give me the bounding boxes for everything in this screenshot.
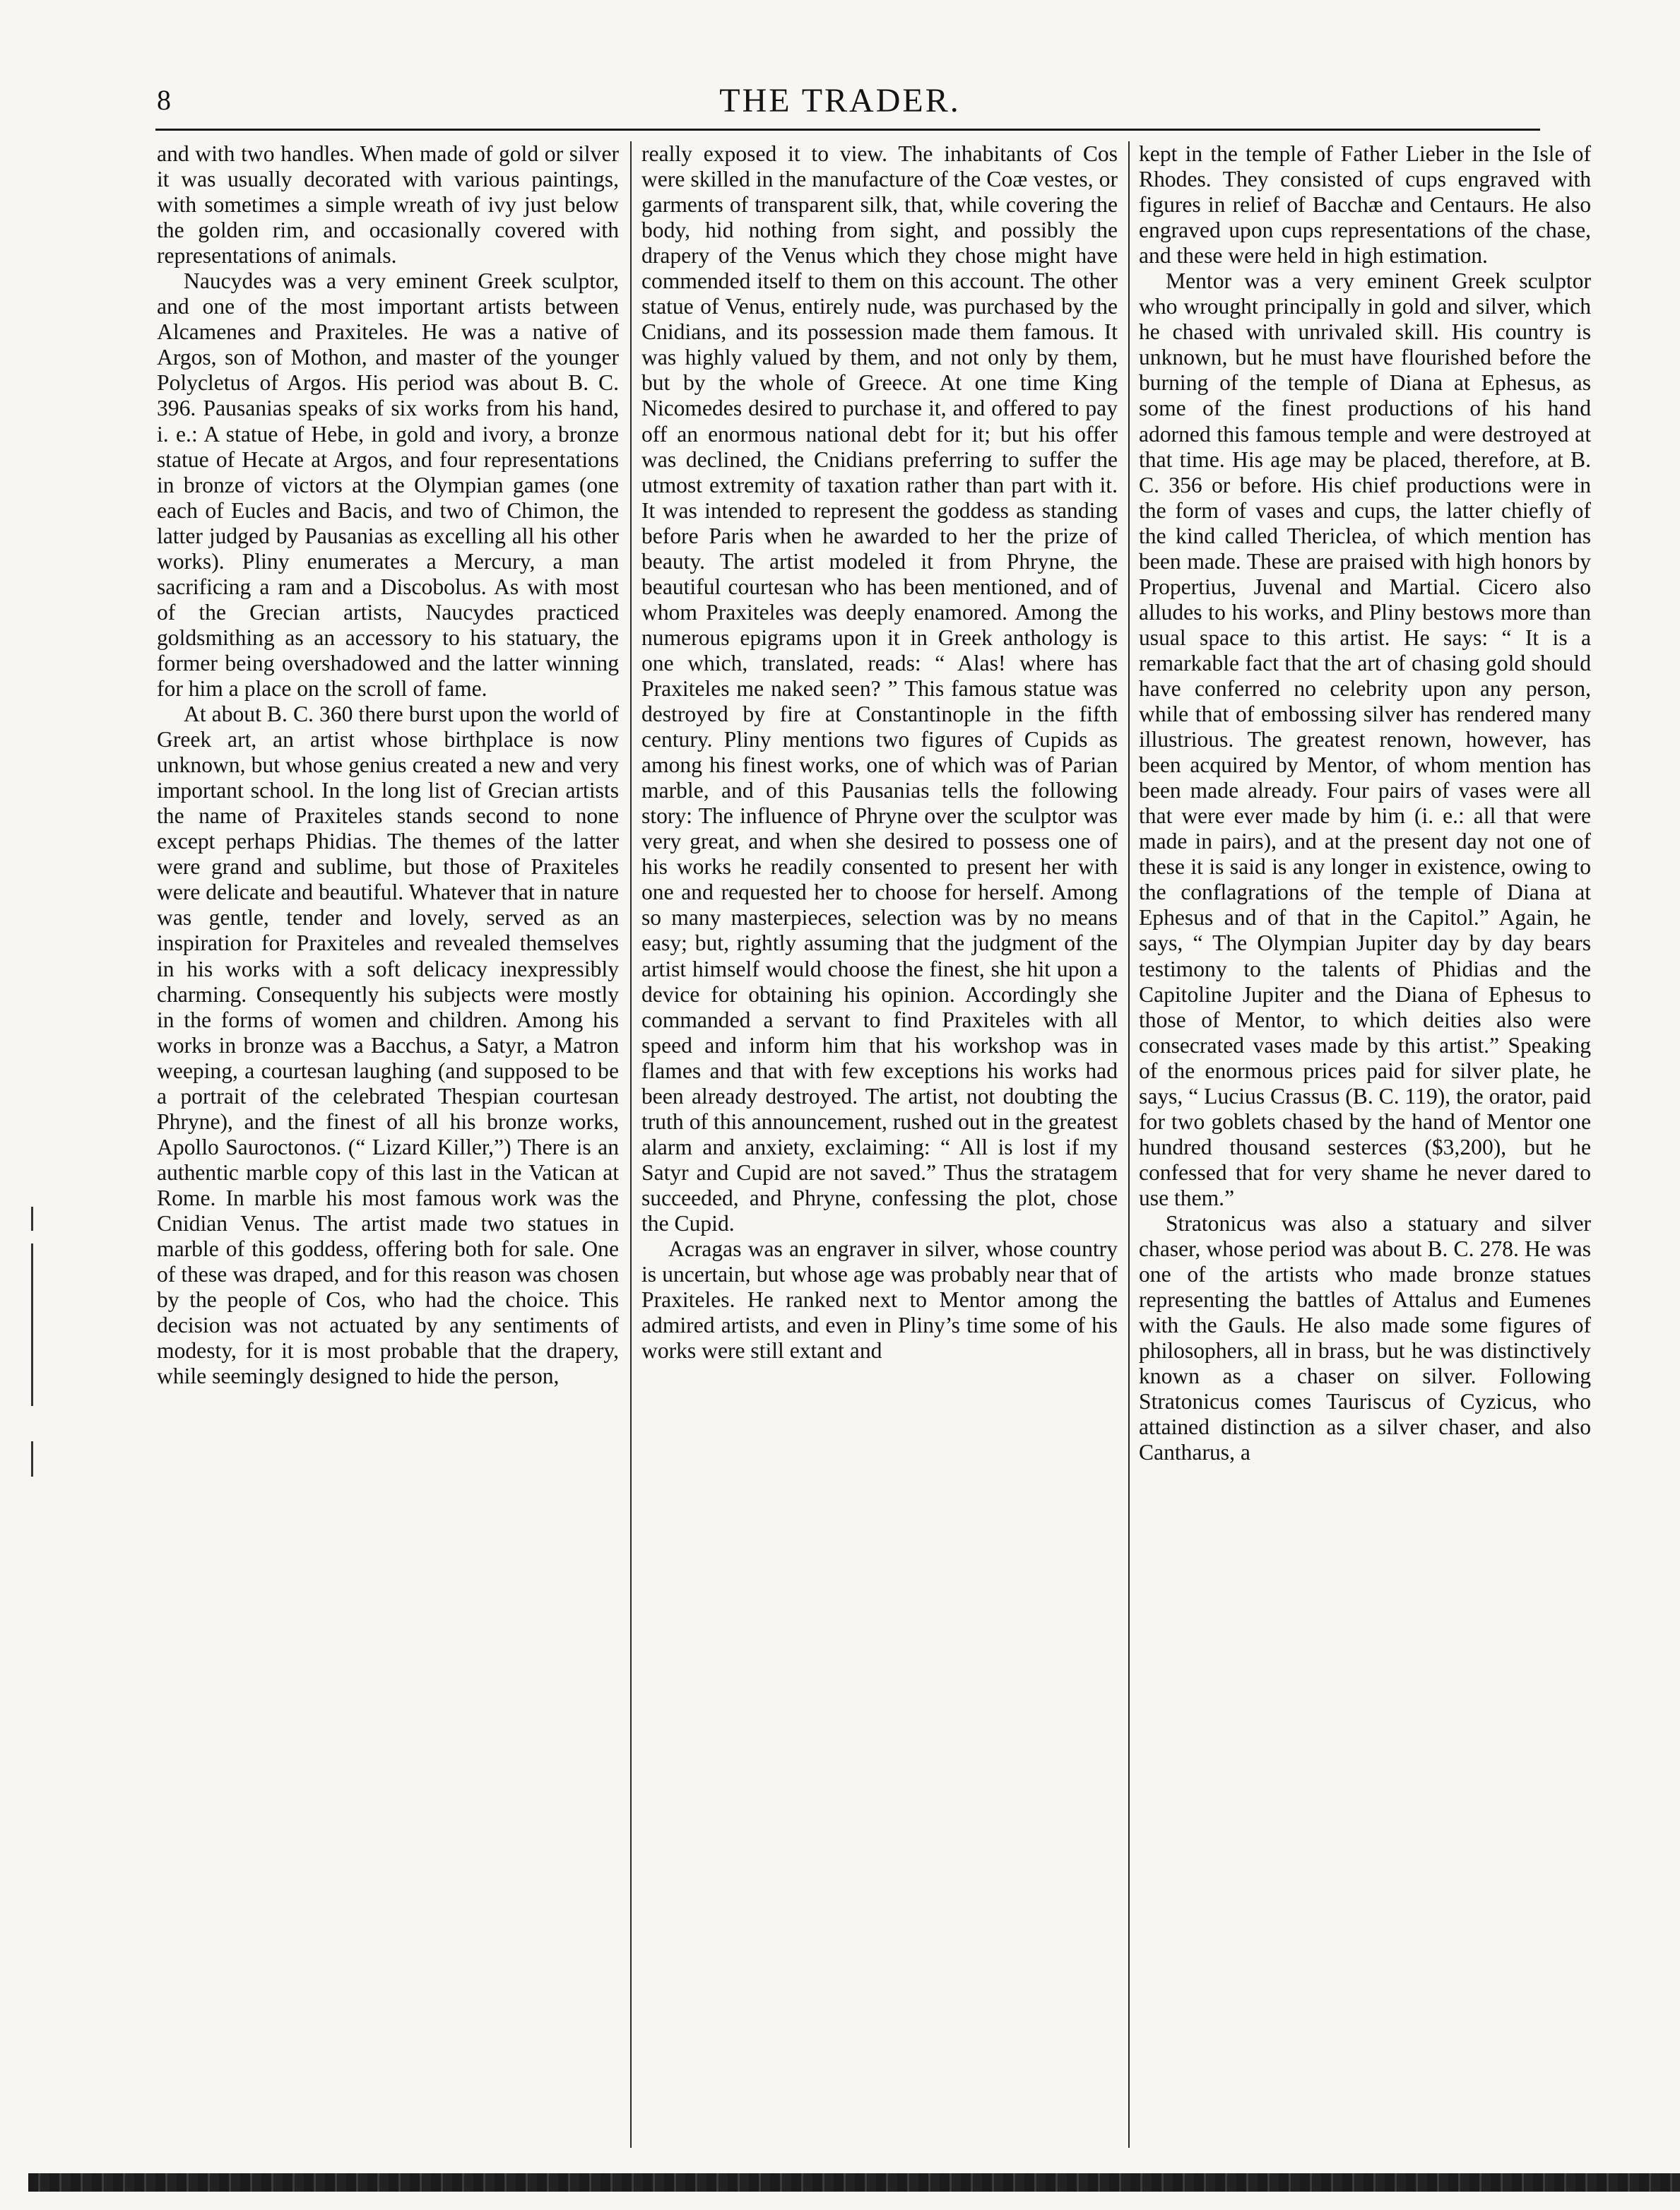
bottom-border-bar bbox=[28, 2173, 1680, 2192]
paragraph: At about B. C. 360 there burst upon the world of Greek art, an artist whose birthplace is now unknown, but whose genius created a new and very important school. In the long list of Grecian artists the name of Praxiteles stands second to none except perhaps Phidias. The themes of the latter were grand and sublime, but those of Praxiteles were delicate and beautiful. Whatever that in nature was gentle, tender and lovely, served as an inspiration for Praxiteles and revealed themselves in his works with a soft delicacy inexpressibly charming. Consequently his subjects were mostly in the forms of women and children. Among his works in bronze was a Bacchus, a Satyr, a Matron weeping, a courtesan laughing (and supposed to be a portrait of the celebrated Thespian courtesan Phryne), and the finest of all his bronze works, Apollo Sauroctonos. (“ Lizard Killer,”) There is an authentic marble copy of this last in the Vatican at Rome. In marble his most famous work was the Cnidian Venus. The artist made two statues in marble of this goddess, offering both for sale. One of these was draped, and for this reason was chosen by the people of Cos, who had the choice. This decision was not actuated by any sentiments of modesty, for it is most probable that the drapery, while seemingly designed to hide the person, bbox=[157, 702, 619, 1389]
page-number: 8 bbox=[157, 84, 171, 116]
paragraph: really exposed it to view. The inhabitants of Cos were skilled in the manufacture of the Coæ vestes, or garments of transparent silk, that, while covering the body, hid nothing from sight, and possibly the drapery of the Venus which they chose might have commended itself to them on this account. The other statue of Venus, entirely nude, was purchased by the Cnidians, and its possession made them famous. It was highly valued by them, and not only by them, but by the whole of Greece. At one time King Nicomedes desired to purchase it, and offered to pay off an enormous national debt for it; but his offer was declined, the Cnidians preferring to suffer the utmost extremity of taxation rather than part with it. It was intended to represent the goddess as standing before Paris when he awarded to her the prize of beauty. The artist modeled it from Phryne, the beautiful courtesan who has been mentioned, and of whom Praxiteles was deeply enamored. Among the numerous epigrams upon it in Greek anthology is one which, translated, reads: “ Alas! where has Praxiteles me naked seen? ” This famous statue was destroyed by fire at Constantinople in the fifth century. Pliny mentions two figures of Cupids as among his finest works, one of which was of Parian marble, and of this Pausanias tells the following story: The influence of Phryne over the sculptor was very great, and when she desired to possess one of his works he readily consented to present her with one and requested her to choose for herself. Among so many masterpieces, selection was by no means easy; but, rightly assuming that the judgment of the artist himself would choose the finest, she hit upon a device for obtaining his opinion. Accordingly she commanded a servant to find Praxiteles with all speed and inform him that his workshop was in flames and that with few exceptions his works had been already destroyed. The artist, not doubting the truth of this announcement, rushed out in the greatest alarm and anxiety, exclaiming: “ All is lost if my Satyr and Cupid are not saved.” Thus the stratagem succeeded, and Phryne, confessing the plot, chose the Cupid. bbox=[641, 141, 1118, 1236]
paragraph: Acragas was an engraver in silver, whose country is uncertain, but whose age was probably near that of Praxiteles. He ranked next to Mentor among the admired artists, and even in Pliny’s time some of his works were still extant and bbox=[641, 1236, 1118, 1364]
text-column-1 bbox=[157, 141, 619, 2148]
header-rule bbox=[155, 129, 1540, 131]
margin-mark bbox=[31, 1441, 33, 1477]
column-rule-2 bbox=[1128, 141, 1130, 2148]
paragraph: Naucydes was a very eminent Greek sculptor, and one of the most important artists between Alcamenes and Praxiteles. He was a native of Argos, son of Mothon, and master of the younger Polycletus of Argos. His period was about B. C. 396. Pausanias speaks of six works from his hand, i. e.: A statue of Hebe, in gold and ivory, a bronze statue of Hecate at Argos, and four representations in bronze of victors at the Olympian games (one each of Eucles and Bacis, and two of Chimon, the latter judged by Pausanias as excelling all his other works). Pliny enumerates a Mercury, a man sacrificing a ram and a Discobolus. As with most of the Grecian artists, Naucydes practiced goldsmithing as an accessory to his statuary, the former being overshadowed and the latter winning for him a place on the scroll of fame. bbox=[157, 268, 619, 701]
text-column-2 bbox=[641, 141, 1118, 2148]
text-column-3 bbox=[1139, 141, 1591, 2148]
paragraph: Mentor was a very eminent Greek sculptor who wrought principally in gold and silver, which he chased with unrivaled skill. His country is unknown, but he must have flourished before the burning of the temple of Diana at Ephesus, as some of the finest productions of his hand adorned this famous temple and were destroyed at that time. His age may be placed, therefore, at B. C. 356 or before. His chief productions were in the form of vases and cups, the latter chiefly of the kind called Thericlea, of which mention has been made. These are praised with high honors by Propertius, Juvenal and Martial. Cicero also alludes to his works, and Pliny bestows more than usual space to this artist. He says: “ It is a remarkable fact that the art of chasing gold should have conferred no celebrity upon any person, while that of embossing silver has rendered many illustrious. The greatest renown, however, has been acquired by Mentor, of whom mention has been made already. Four pairs of vases were all that were ever made by him (i. e.: all that were made in pairs), and at the present day not one of these it is said is any longer in existence, owing to the conflagrations of the temple of Diana at Ephesus and of that in the Capitol.” Again, he says, “ The Olympian Jupiter day by day bears testimony to the talents of Phidias and the Capitoline Jupiter and the Diana of Ephesus to those of Mentor, to which deities also were consecrated vases made by this artist.” Speaking of the enormous prices paid for silver plate, he says, “ Lucius Crassus (B. C. 119), the orator, paid for two goblets chased by the hand of Mentor one hundred thousand sesterces ($3,200), but he confessed that for very shame he never dared to use them.” bbox=[1139, 268, 1591, 1210]
margin-mark bbox=[31, 1207, 33, 1231]
paragraph: kept in the temple of Father Lieber in the Isle of Rhodes. They consisted of cups engraved with figures in relief of Bacchæ and Centaurs. He also engraved upon cups representations of the chase, and these were held in high estimation. bbox=[1139, 141, 1591, 268]
masthead-title: THE TRADER. bbox=[719, 82, 961, 119]
column-rule-1 bbox=[630, 141, 632, 2148]
paragraph: and with two handles. When made of gold or silver it was usually decorated with various paintings, with sometimes a simple wreath of ivy just below the golden rim, and occasionally covered with representations of animals. bbox=[157, 141, 619, 268]
paragraph: Stratonicus was also a statuary and silver chaser, whose period was about B. C. 278. He was one of the artists who made bronze statues representing the battles of Attalus and Eumenes with the Gauls. He also made some figures of philosophers, all in brass, but he was distinctively known as a chaser on silver. Following Stratonicus comes Tauriscus of Cyzicus, who attained distinction as a silver chaser, and also Cantharus, a bbox=[1139, 1210, 1591, 1465]
margin-mark bbox=[31, 1243, 33, 1406]
